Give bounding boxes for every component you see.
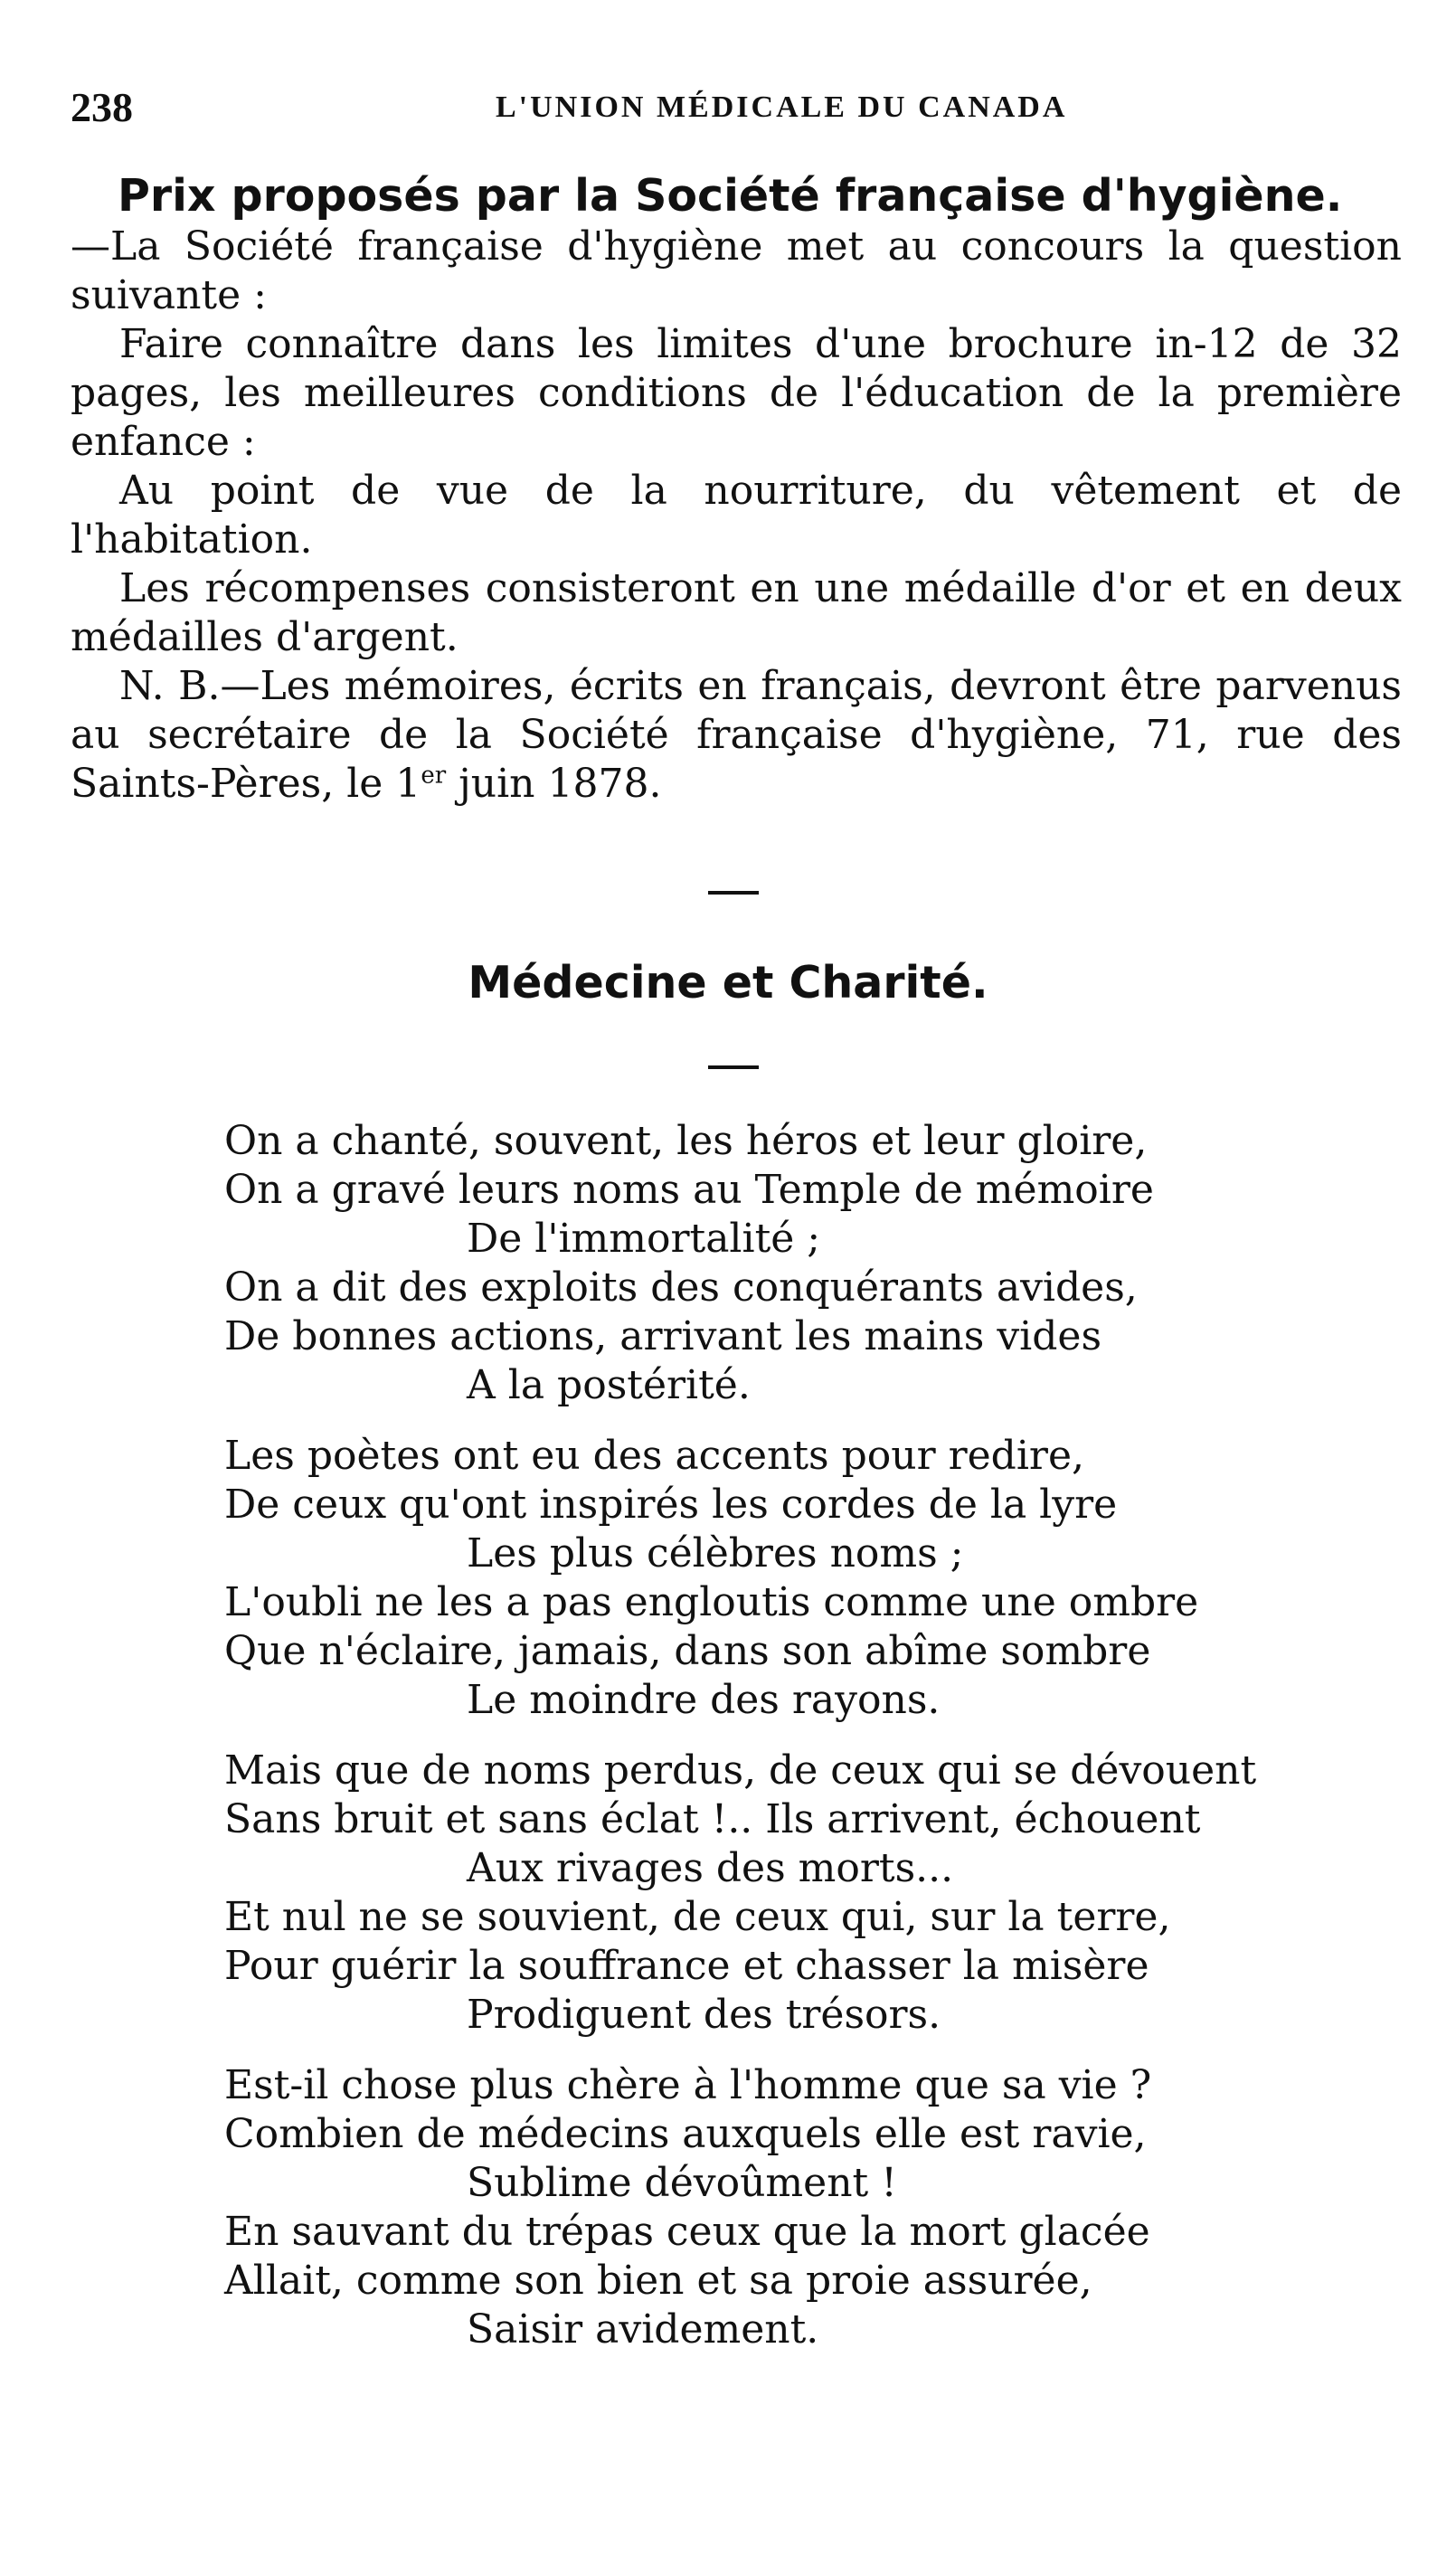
poem-verse: Sublime dévoûment !: [467, 2160, 897, 2206]
poem-stanza: [224, 1432, 1400, 1725]
poem-verse: Les plus célèbres noms ;: [467, 1530, 964, 1577]
title-separator: [708, 1065, 759, 1069]
prize-announcement: [71, 170, 1402, 809]
poem-verse: On a dit des exploits des conquérants avides,: [224, 1264, 1138, 1311]
poem-verse: De l'immortalité ;: [467, 1216, 821, 1262]
poem-verse: Et nul ne se souvient, de ceux qui, sur la terre,: [224, 1894, 1171, 1940]
poem-stanza: [224, 1117, 1400, 1410]
date-superscript: er: [421, 762, 447, 790]
poem-title: Médecine et Charité.: [468, 957, 988, 1008]
nb-text: N. B.—Les mémoires, écrits en français, devront être parvenus au secrétaire de la Société française d'hygiène, 71, rue des Saints-Pères, le 1: [71, 663, 1402, 807]
prize-paragraph-viewpoint: Au point de vue de la nourriture, du vêtement et de l'habitation.: [71, 468, 1402, 563]
poem-verse: Pour guérir la souffrance et chasser la misère: [224, 1943, 1149, 1989]
poem-verse: On a gravé leurs noms au Temple de mémoire: [224, 1167, 1154, 1213]
poem-verse: L'oubli ne les a pas engloutis comme une ombre: [224, 1579, 1199, 1625]
poem-verse: Sans bruit et sans éclat !.. Ils arrivent, échouent: [224, 1796, 1201, 1842]
poem-stanza: [224, 1747, 1400, 2040]
poem-verse: Combien de médecins auxquels elle est ravie,: [224, 2111, 1147, 2157]
poem-verse: Saisir avidement.: [467, 2306, 819, 2353]
poem-verse: Est-il chose plus chère à l'homme que sa vie ?: [224, 2062, 1152, 2108]
poem: [224, 1117, 1400, 2376]
poem-verse: Prodiguent des trésors.: [467, 1992, 941, 2038]
poem-verse: Le moindre des rayons.: [467, 1677, 941, 1723]
poem-verse: On a chanté, souvent, les héros et leur gloire,: [224, 1118, 1148, 1164]
prize-paragraph-nb: [71, 662, 1402, 809]
poem-verse: Allait, comme son bien et sa proie assurée,: [224, 2258, 1092, 2304]
poem-verse: De bonnes actions, arrivant les mains vides: [224, 1313, 1102, 1359]
poem-verse: Mais que de noms perdus, de ceux qui se dévouent: [224, 1747, 1257, 1794]
poem-verse: Aux rivages des morts...: [467, 1845, 954, 1891]
journal-title: L'UNION MÉDICALE DU CANADA: [496, 90, 1068, 124]
poem-verse: Les poètes ont eu des accents pour redire,: [224, 1433, 1084, 1479]
prize-paragraph-subject: Faire connaître dans les limites d'une brochure in-12 de 32 pages, les meilleures conditions de l'éducation de la première enfance :: [71, 321, 1402, 465]
section-separator: [708, 891, 759, 895]
prize-paragraph-rewards: Les récompenses consisteront en une médaille d'or et en deux médailles d'argent.: [71, 565, 1402, 660]
poem-verse: A la postérité.: [467, 1362, 751, 1408]
prize-paragraph-intro: —La Société française d'hygiène met au concours la question suivante :: [71, 223, 1402, 318]
prize-heading: Prix proposés par la Société française d'hygiène.: [118, 170, 1343, 222]
date-tail: juin 1878.: [446, 761, 662, 807]
running-header: [71, 83, 1400, 137]
page-number: 238: [71, 84, 133, 130]
poem-verse: Que n'éclaire, jamais, dans son abîme sombre: [224, 1628, 1151, 1674]
poem-verse: En sauvant du trépas ceux que la mort glacée: [224, 2209, 1150, 2255]
poem-stanza: [224, 2061, 1400, 2354]
poem-verse: De ceux qu'ont inspirés les cordes de la lyre: [224, 1482, 1118, 1528]
